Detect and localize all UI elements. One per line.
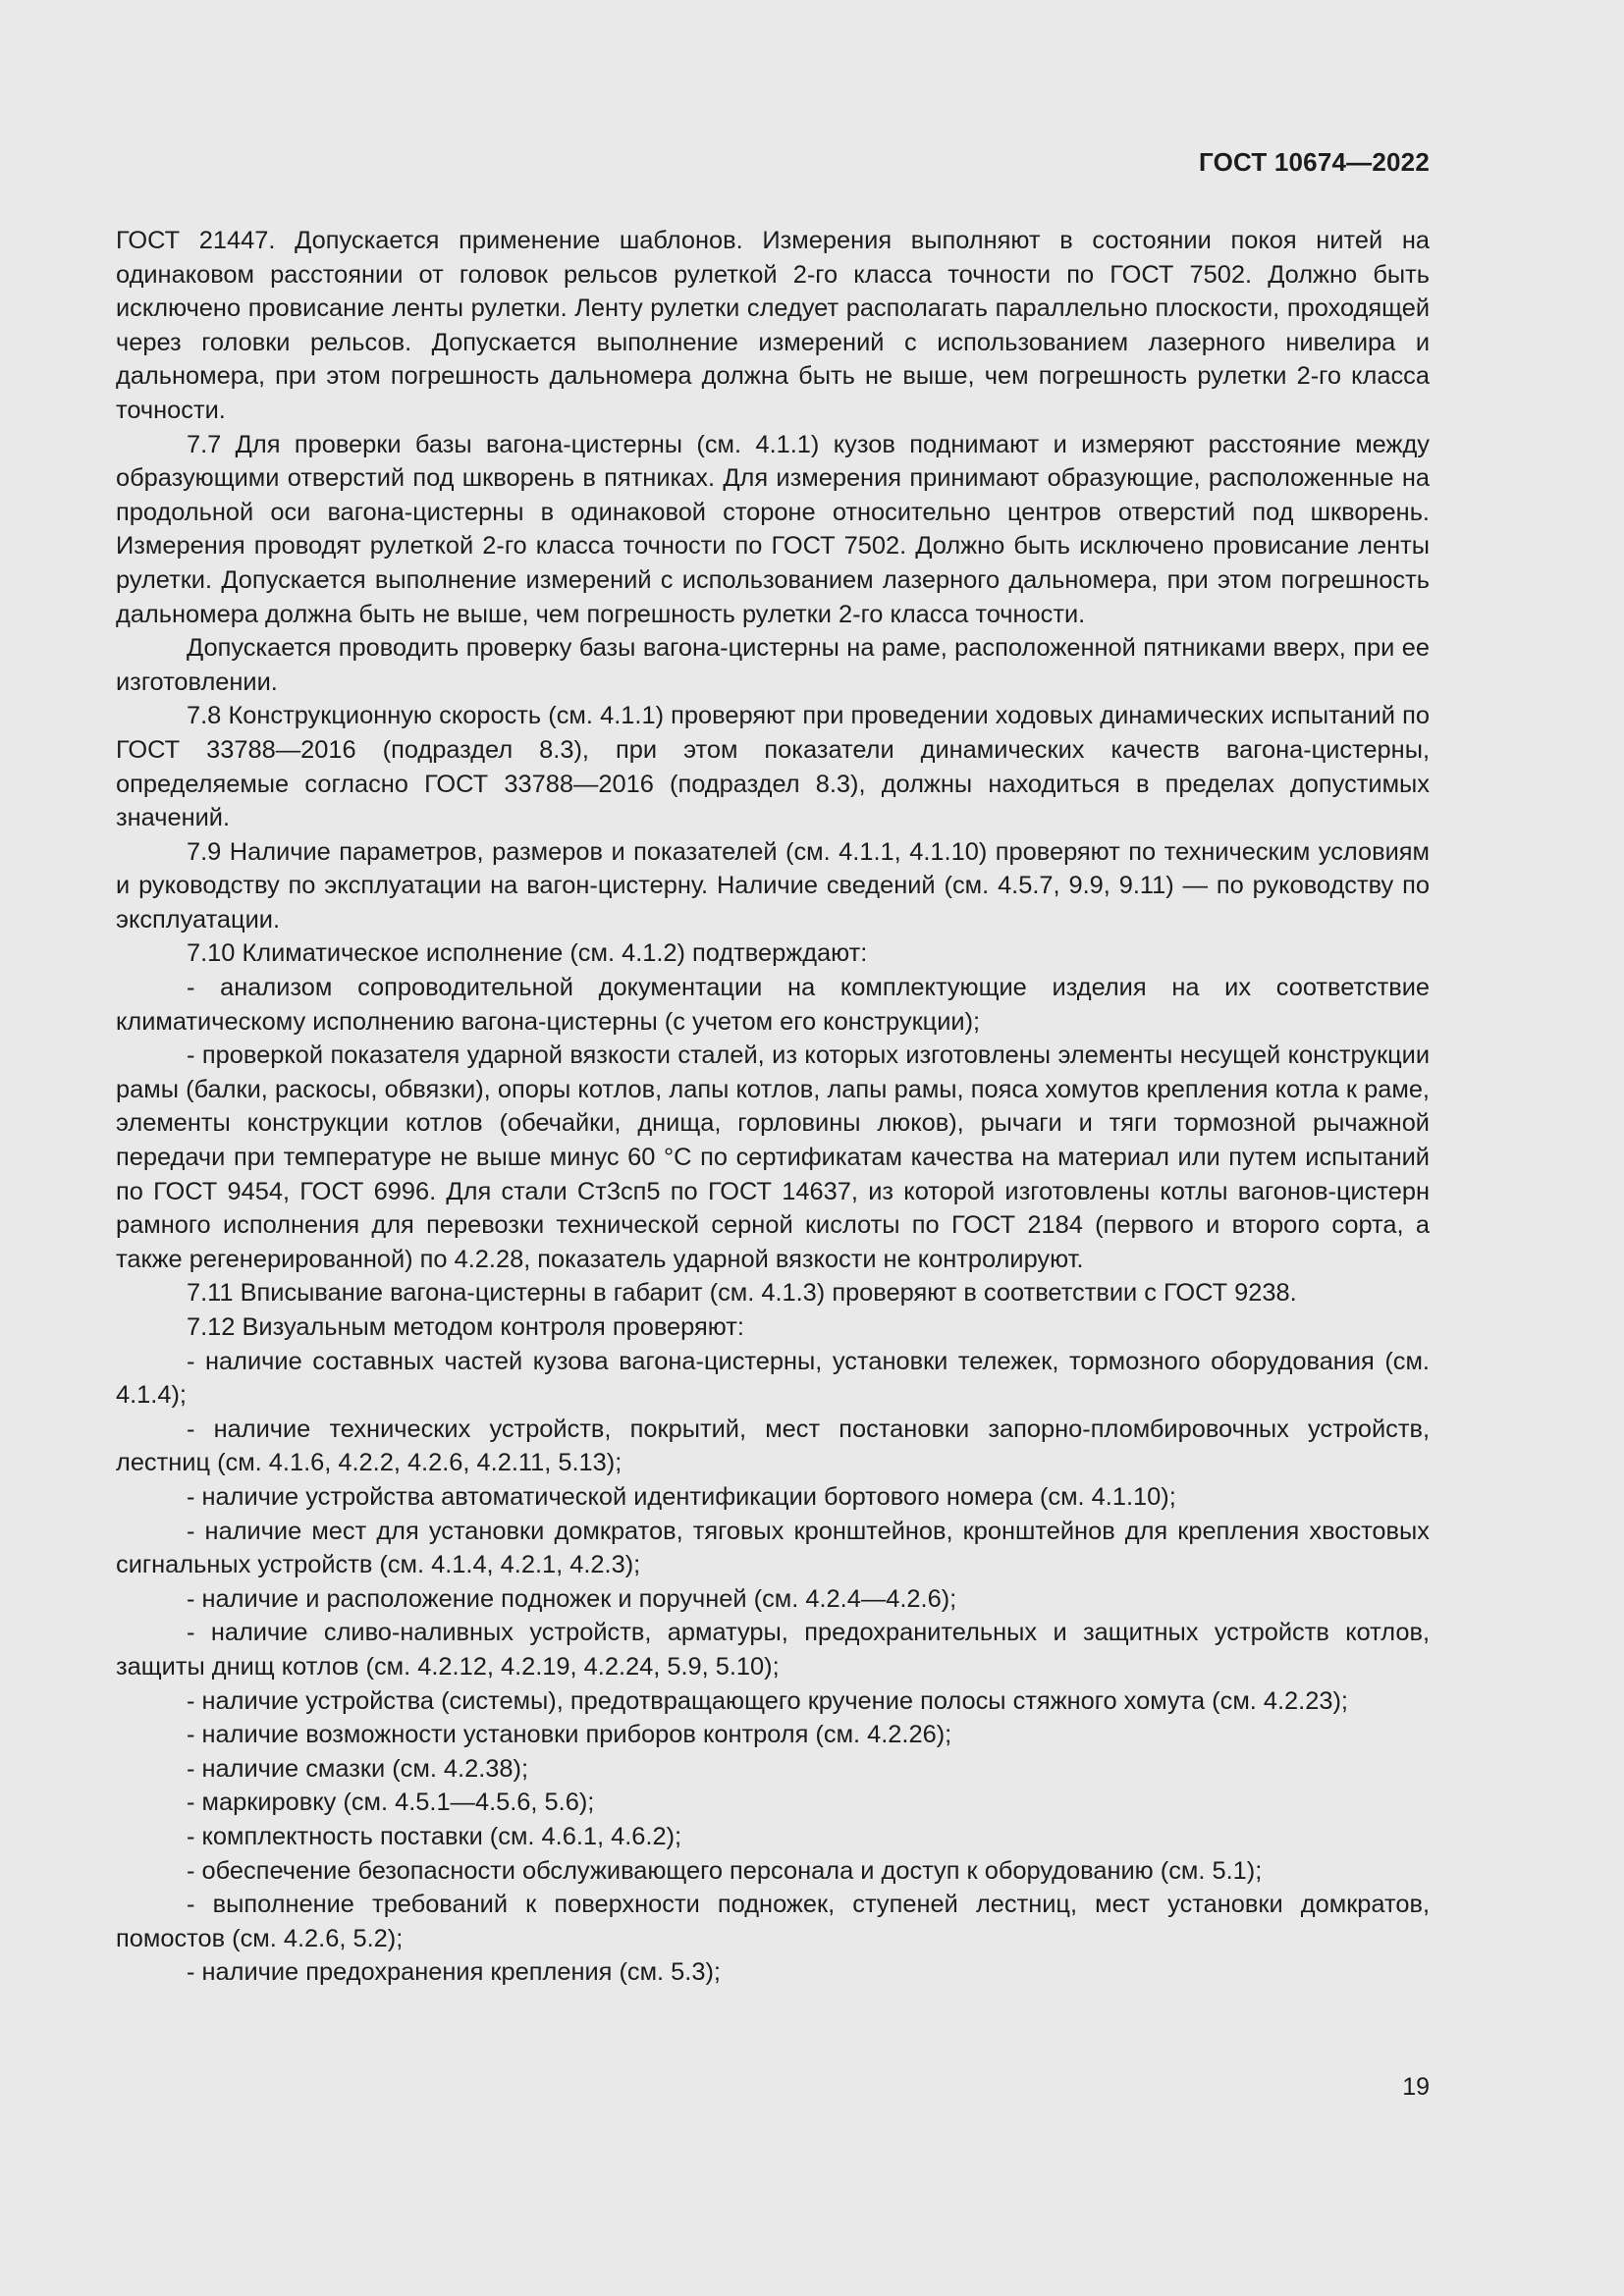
paragraph: 7.11 Вписывание вагона-цистерны в габарит (см. 4.1.3) проверяют в соответствии с ГОСТ 9238.: [187, 1279, 1297, 1308]
list-item: - обеспечение безопасности обслуживающего персонала и доступ к оборудованию (см. 5.1);: [187, 1856, 1263, 1885]
paragraph: Допускается проводить проверку базы вагона-цистерны на раме, расположенной пятниками вверх, при ее изготовлении.: [116, 634, 1430, 696]
list-item: - выполнение требований к поверхности подножек, ступеней лестниц, мест установки домкратов, помостов (см. 4.2.6, 5.2);: [116, 1891, 1430, 1952]
list-item: - наличие устройства автоматической идентификации бортового номера (см. 4.1.10);: [187, 1482, 1176, 1511]
paragraph: ГОСТ 21447. Допускается применение шаблонов. Измерения выполняют в состоянии покоя нитей на одинаковом расстоянии от головок рельсов рулеткой 2-го класса точности по ГОСТ 7502. Должно быть исключено провисание ленты рулетки. Ленту рулетки следует располагать параллельно плоскости, проходящей через головки рельсов. Допускается выполнение измерений с использованием лазерного нивелира и дальномера, при этом погрешность дальномера должна быть не выше, чем погрешность рулетки 2-го класса точности.: [116, 227, 1430, 424]
paragraph: 7.10 Климатическое исполнение (см. 4.1.2) подтверждают:: [187, 939, 868, 968]
paragraph: 7.7 Для проверки базы вагона-цистерны (см. 4.1.1) кузов поднимают и измеряют расстояние между образующими отверстий под шкворень в пятниках. Для измерения принимают образующие, расположенные на продольной оси вагона-цистерны в одинаковой стороне относительно центров отверстий под шкворень. Измерения проводят рулеткой 2-го класса точности по ГОСТ 7502. Должно быть исключено провисание ленты рулетки. Допускается выполнение измерений с использованием лазерного дальномера, при этом погрешность дальномера должна быть не выше, чем погрешность рулетки 2-го класса точности.: [116, 430, 1430, 628]
paragraph: 7.8 Конструкционную скорость (см. 4.1.1) проверяют при проведении ходовых динамических испытаний по ГОСТ 33788—2016 (подраздел 8.3), при этом показатели динамических качеств вагона-цистерны, определяемые согласно ГОСТ 33788—2016 (подраздел 8.3), должны находиться в пределах допустимых значений.: [116, 702, 1430, 832]
list-item: - маркировку (см. 4.5.1—4.5.6, 5.6);: [187, 1789, 595, 1817]
list-item: - наличие предохранения крепления (см. 5.3);: [187, 1958, 721, 1987]
list-item: - наличие возможности установки приборов контроля (см. 4.2.26);: [187, 1721, 952, 1749]
list-item: - анализом сопроводительной документации на комплектующие изделия на их соответствие климатическому исполнению вагона-цистерны (с учетом его конструкции);: [116, 974, 1430, 1036]
page-number: 19: [1402, 2073, 1430, 2101]
list-item: - проверкой показателя ударной вязкости сталей, из которых изготовлены элементы несущей конструкции рамы (балки, раскосы, обвязки), опоры котлов, лапы котлов, лапы рамы, пояса хомутов крепления котла к раме, элементы конструкции котлов (обечайки, днища, горловины люков), рычаги и тяги тормозной рычажной передачи при температуре не выше минус 60 °С по сертификатам качества на материал или путем испытаний по ГОСТ 9454, ГОСТ 6996. Для стали Ст3сп5 по ГОСТ 14637, из которой изготовлены котлы вагонов-цистерн рамного исполнения для перевозки технической серной кислоты по ГОСТ 2184 (первого и второго сорта, а также регенерированной) по 4.2.28, показатель ударной вязкости не контролируют.: [116, 1041, 1430, 1273]
document-header: ГОСТ 10674—2022: [1199, 147, 1430, 177]
list-item: - наличие и расположение подножек и поручней (см. 4.2.4—4.2.6);: [187, 1584, 957, 1613]
list-item: - комплектность поставки (см. 4.6.1, 4.6.2);: [187, 1822, 682, 1850]
paragraph: 7.12 Визуальным методом контроля проверяют:: [187, 1313, 744, 1341]
list-item: - наличие составных частей кузова вагона-цистерны, установки тележек, тормозного оборудования (см. 4.1.4);: [116, 1347, 1430, 1410]
list-item: - наличие сливо-наливных устройств, арматуры, предохранительных и защитных устройств котлов, защиты днищ котлов (см. 4.2.12, 4.2.19, 4.2.24, 5.9, 5.10);: [116, 1619, 1430, 1681]
list-item: - наличие смазки (см. 4.2.38);: [187, 1754, 529, 1783]
list-item: - наличие технических устройств, покрытий, мест постановки запорно-пломбировочных устройств, лестниц (см. 4.1.6, 4.2.2, 4.2.6, 4.2.11, 5.13);: [116, 1415, 1430, 1477]
list-item: - наличие мест для установки домкратов, тяговых кронштейнов, кронштейнов для крепления хвостовых сигнальных устройств (см. 4.1.4, 4.2.1, 4.2.3);: [116, 1517, 1430, 1579]
list-item: - наличие устройства (системы), предотвращающего кручение полосы стяжного хомута (см. 4.2.23);: [187, 1686, 1348, 1715]
paragraph: 7.9 Наличие параметров, размеров и показателей (см. 4.1.1, 4.1.10) проверяют по техническим условиям и руководству по эксплуатации на вагон-цистерну. Наличие сведений (см. 4.5.7, 9.9, 9.11) — по руководству по эксплуатации.: [116, 837, 1430, 934]
page-body: [116, 224, 1430, 1990]
